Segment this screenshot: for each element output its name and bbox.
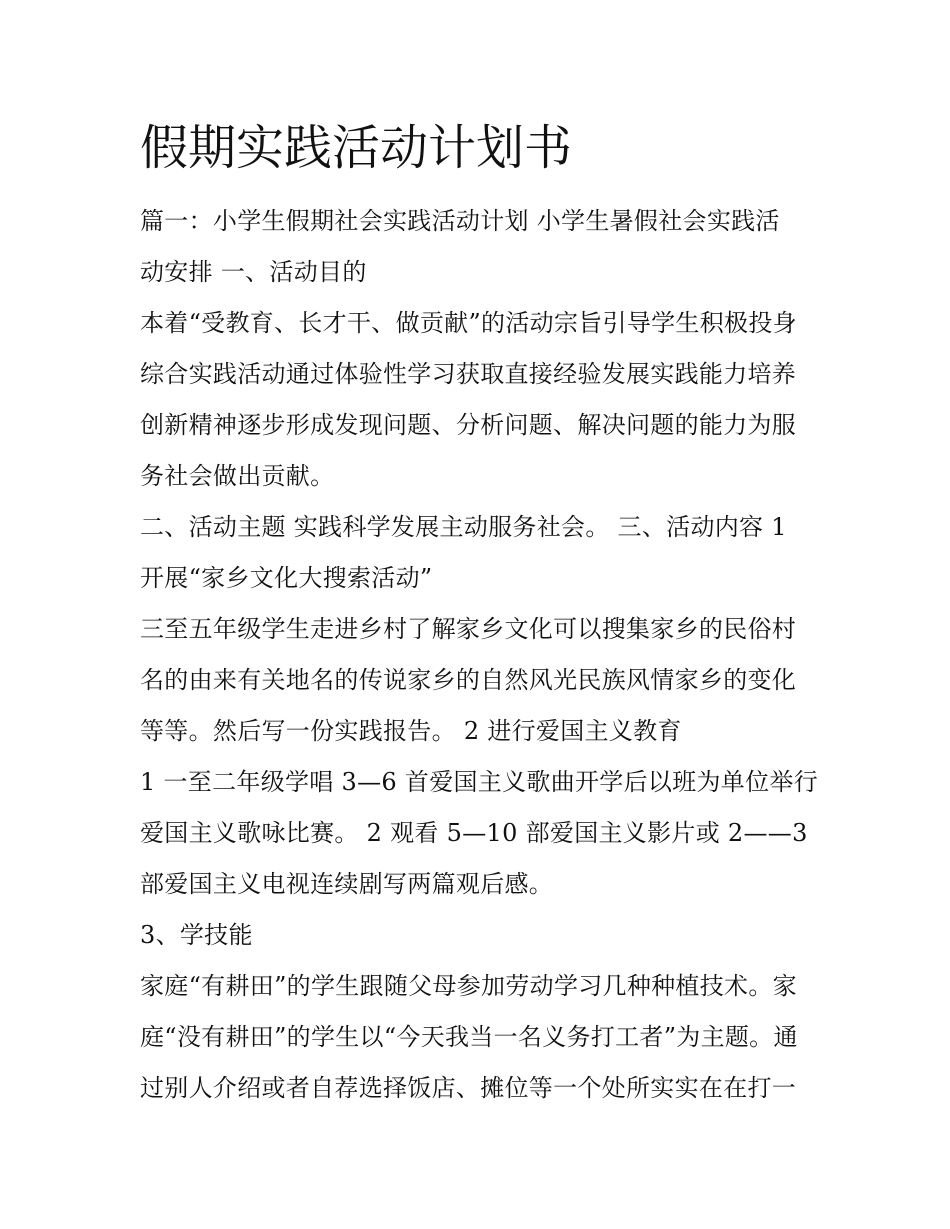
body-line: 部爱国主义电视连续剧写两篇观后感。	[140, 870, 554, 898]
document-body	[140, 196, 820, 1114]
body-line: 等等。然后写一份实践报告。 2 进行爱国主义教育	[140, 717, 682, 745]
body-line: 篇一：小学生假期社会实践活动计划 小学生暑假社会实践活	[140, 207, 780, 235]
body-line: 3、学技能	[140, 921, 253, 949]
body-line: 综合实践活动通过体验性学习获取直接经验发展实践能力培养	[140, 360, 797, 388]
document-title: 假期实践活动计划书	[140, 120, 573, 176]
body-line: 开展“家乡文化大搜索活动”	[140, 564, 433, 592]
body-line: 1 一至二年级学唱 3—6 首爱国主义歌曲开学后以班为单位举行	[140, 768, 818, 796]
body-line: 庭“没有耕田”的学生以“今天我当一名义务打工者”为主题。通	[140, 1023, 798, 1051]
body-line: 动安排 一、活动目的	[140, 258, 367, 286]
body-line: 本着“受教育、长才干、做贡献”的活动宗旨引导学生积极投身	[140, 309, 797, 337]
body-line: 三至五年级学生走进乡村了解家乡文化可以搜集家乡的民俗村	[140, 615, 797, 643]
body-line: 二、活动主题 实践科学发展主动服务社会。 三、活动内容 1	[140, 513, 787, 541]
body-line: 名的由来有关地名的传说家乡的自然风光民族风情家乡的变化	[140, 666, 797, 694]
body-line: 家庭“有耕田”的学生跟随父母参加劳动学习几种种植技术。家	[140, 972, 797, 1000]
body-line: 过别人介绍或者自荐选择饭店、摊位等一个处所实实在在打一	[140, 1074, 797, 1102]
body-line: 务社会做出贡献。	[140, 462, 335, 490]
body-line: 爱国主义歌咏比赛。 2 观看 5—10 部爱国主义影片或 2——3	[140, 819, 808, 847]
body-line: 创新精神逐步形成发现问题、分析问题、解决问题的能力为服	[140, 411, 797, 439]
